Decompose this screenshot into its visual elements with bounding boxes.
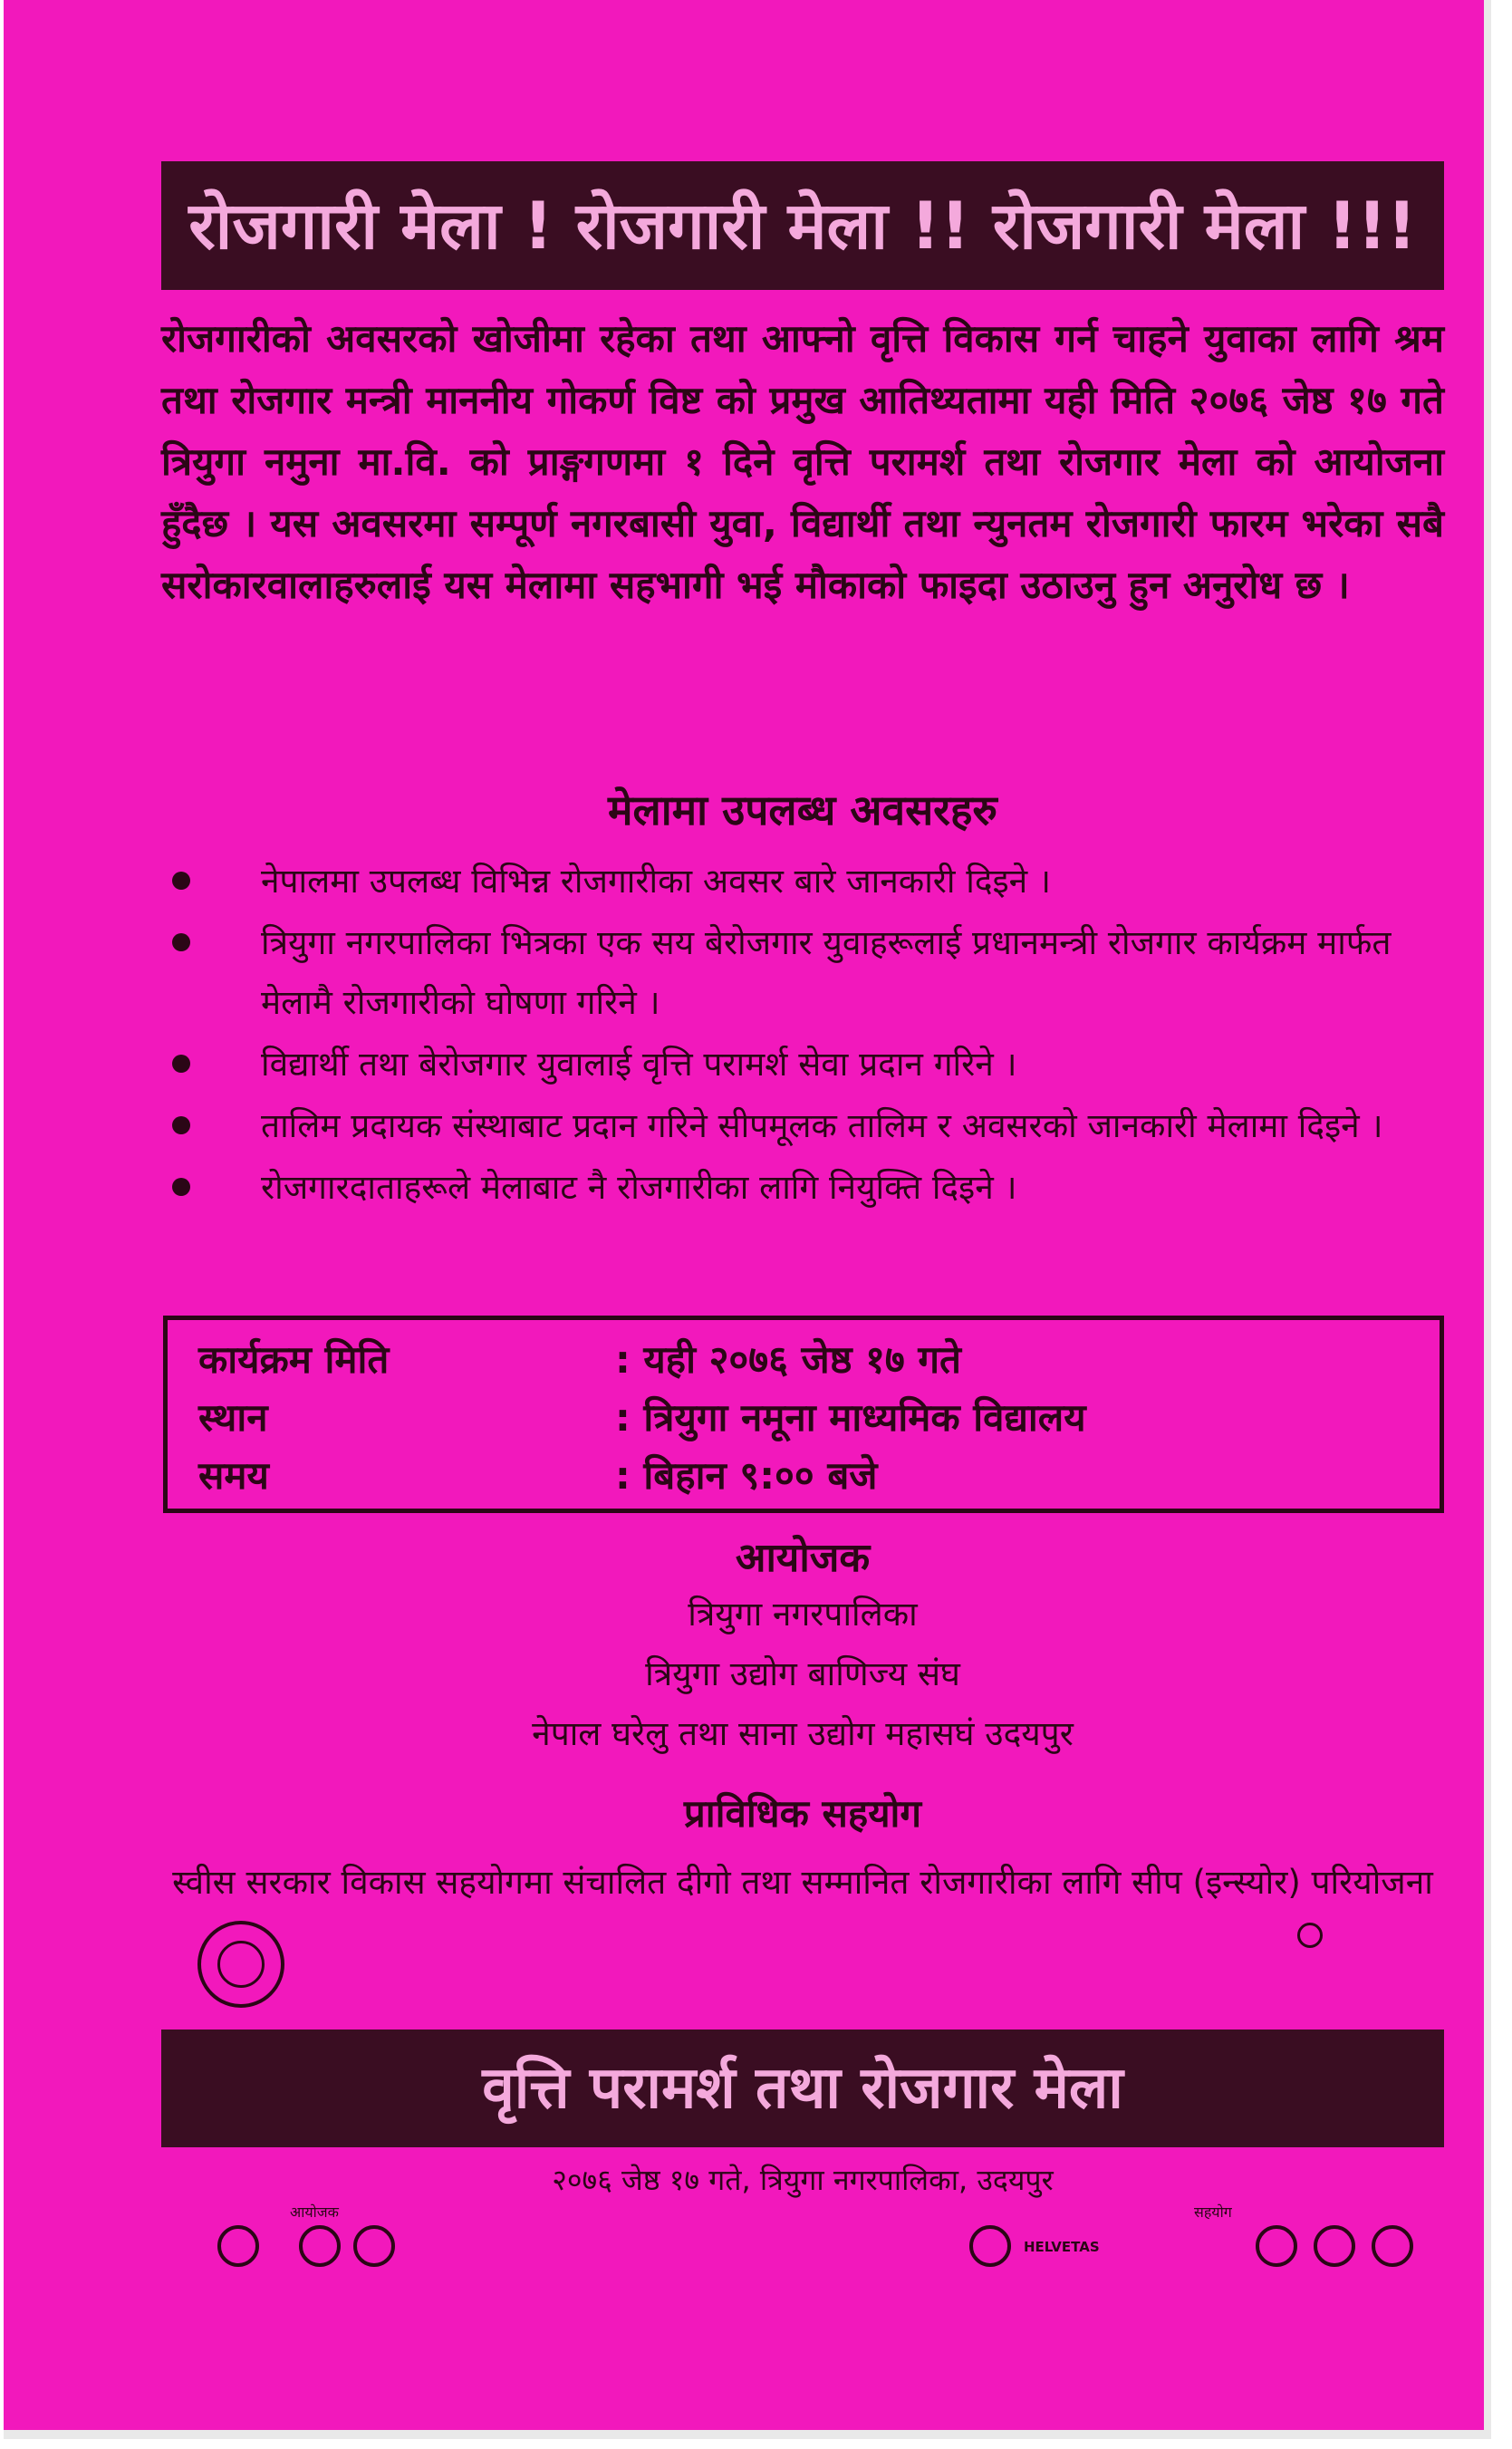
detail-value: : यही २०७६ जेष्ठ १७ गते: [615, 1337, 961, 1382]
list-item: [161, 1035, 1444, 1094]
support-small-caption: सहयोग: [1194, 2203, 1232, 2221]
list-item: [161, 852, 1444, 911]
detail-value: : बिहान ९:०० बजे: [615, 1453, 878, 1498]
list-item: [161, 913, 1444, 1033]
bottom-banner: वृत्ति परामर्श तथा रोजगार मेला: [161, 2030, 1444, 2147]
organizer-line: त्रियुगा उद्योग बाणिज्य संघ: [645, 1654, 960, 1693]
list-item: [161, 1158, 1444, 1218]
footer-date-place: २०७६ जेष्ठ १७ गते, त्रियुगा नगरपालिका, उदयपुर: [552, 2163, 1054, 2197]
list-item-text: त्रियुगा नगरपालिका भित्रका एक सय बेरोजगार युवाहरूलाई प्रधानमन्त्री रोजगार कार्यक्रम मार्फत मेलामै रोजगारीको घोषणा गरिने ।: [261, 923, 1392, 1022]
government-emblem-icon: [197, 1921, 284, 2008]
top-banner: रोजगारी मेला ! रोजगारी मेला !! रोजगारी मेला !!!: [161, 161, 1444, 290]
chamber-logo-icon: [299, 2225, 341, 2267]
list-item: [161, 1096, 1444, 1156]
opportunities-heading: मेलामा उपलब्ध अवसरहरु: [608, 786, 997, 834]
detail-label: समय: [198, 1453, 269, 1498]
flyer-sheet: [4, 0, 1491, 2439]
detail-label: स्थान: [198, 1395, 268, 1440]
organizer-line: त्रियुगा नगरपालिका: [688, 1595, 918, 1634]
bullet-icon: [172, 933, 190, 951]
list-item-text: तालिम प्रदायक संस्थाबाट प्रदान गरिने सीपमूलक तालिम र अवसरको जानकारी मेलामा दिइने ।: [261, 1106, 1383, 1145]
technical-support-heading: प्राविधिक सहयोग: [683, 1791, 922, 1836]
event-details-box: [163, 1316, 1444, 1513]
detail-row-date: [198, 1331, 1440, 1389]
list-item-text: विद्यार्थी तथा बेरोजगार युवालाई वृत्ति परामर्श सेवा प्रदान गरिने ।: [261, 1045, 1017, 1084]
technical-support-text: स्वीस सरकार विकास सहयोगमा संचालित दीगो तथा सम्मानित रोजगारीका लागि सीप (इन्स्योर) परियोजना: [172, 1863, 1433, 1902]
partner-logo-icon: [1372, 2225, 1413, 2267]
list-item-text: नेपालमा उपलब्ध विभिन्न रोजगारीका अवसर बारे जानकारी दिइने ।: [261, 862, 1051, 901]
bullet-icon: [172, 872, 190, 890]
opportunities-list: [161, 852, 1444, 1220]
star-logo-icon: [969, 2225, 1011, 2267]
federation-logo-icon: [353, 2225, 395, 2267]
bullet-icon: [172, 1055, 190, 1073]
detail-value: : त्रियुगा नमूना माध्यमिक विद्यालय: [615, 1395, 1086, 1440]
organizer-line: नेपाल घरेलु तथा साना उद्योग महासघं उदयपुर: [532, 1714, 1074, 1753]
detail-label: कार्यक्रम मिति: [198, 1337, 390, 1382]
organizer-small-caption: आयोजक: [290, 2203, 339, 2221]
bullet-icon: [172, 1116, 190, 1134]
partner-logo-icon: [1314, 2225, 1355, 2267]
list-item-text: रोजगारदाताहरूले मेलाबाट नै रोजगारीका लागि नियुक्ति दिइने ।: [261, 1168, 1017, 1207]
detail-row-venue: [198, 1389, 1440, 1447]
municipality-logo-icon: [217, 2225, 259, 2267]
intro-paragraph: रोजगारीको अवसरको खोजीमा रहेका तथा आफ्नो वृत्ति विकास गर्न चाहने युवाका लागि श्रम तथा रोजगार मन्त्री माननीय गोकर्ण विष्ट को प्रमुख आतिथ्यतामा यही मिति २०७६ जेष्ठ १७ गते त्रियुगा नमुना मा.वि. को प्राङ्गगणमा १ दिने वृत्ति परामर्श तथा रोजगार मेला को आयोजना हुँदैछ । यस अवसरमा सम्पूर्ण नगरबासी युवा, विद्यार्थी तथा न्युनतम रोजगारी फारम भरेका सबै सरोकारवालाहरुलाई यस मेलामा सहभागी भई मौकाको फाइदा उठाउनु हुन अनुरोध छ ।: [161, 316, 1444, 607]
detail-row-time: [198, 1447, 1440, 1505]
swiss-cross-icon: [1297, 1923, 1323, 1948]
organizer-heading: आयोजक: [735, 1535, 871, 1581]
helvetas-logo: HELVETAS: [1024, 2239, 1100, 2255]
bullet-icon: [172, 1178, 190, 1196]
partner-logo-icon: [1256, 2225, 1297, 2267]
